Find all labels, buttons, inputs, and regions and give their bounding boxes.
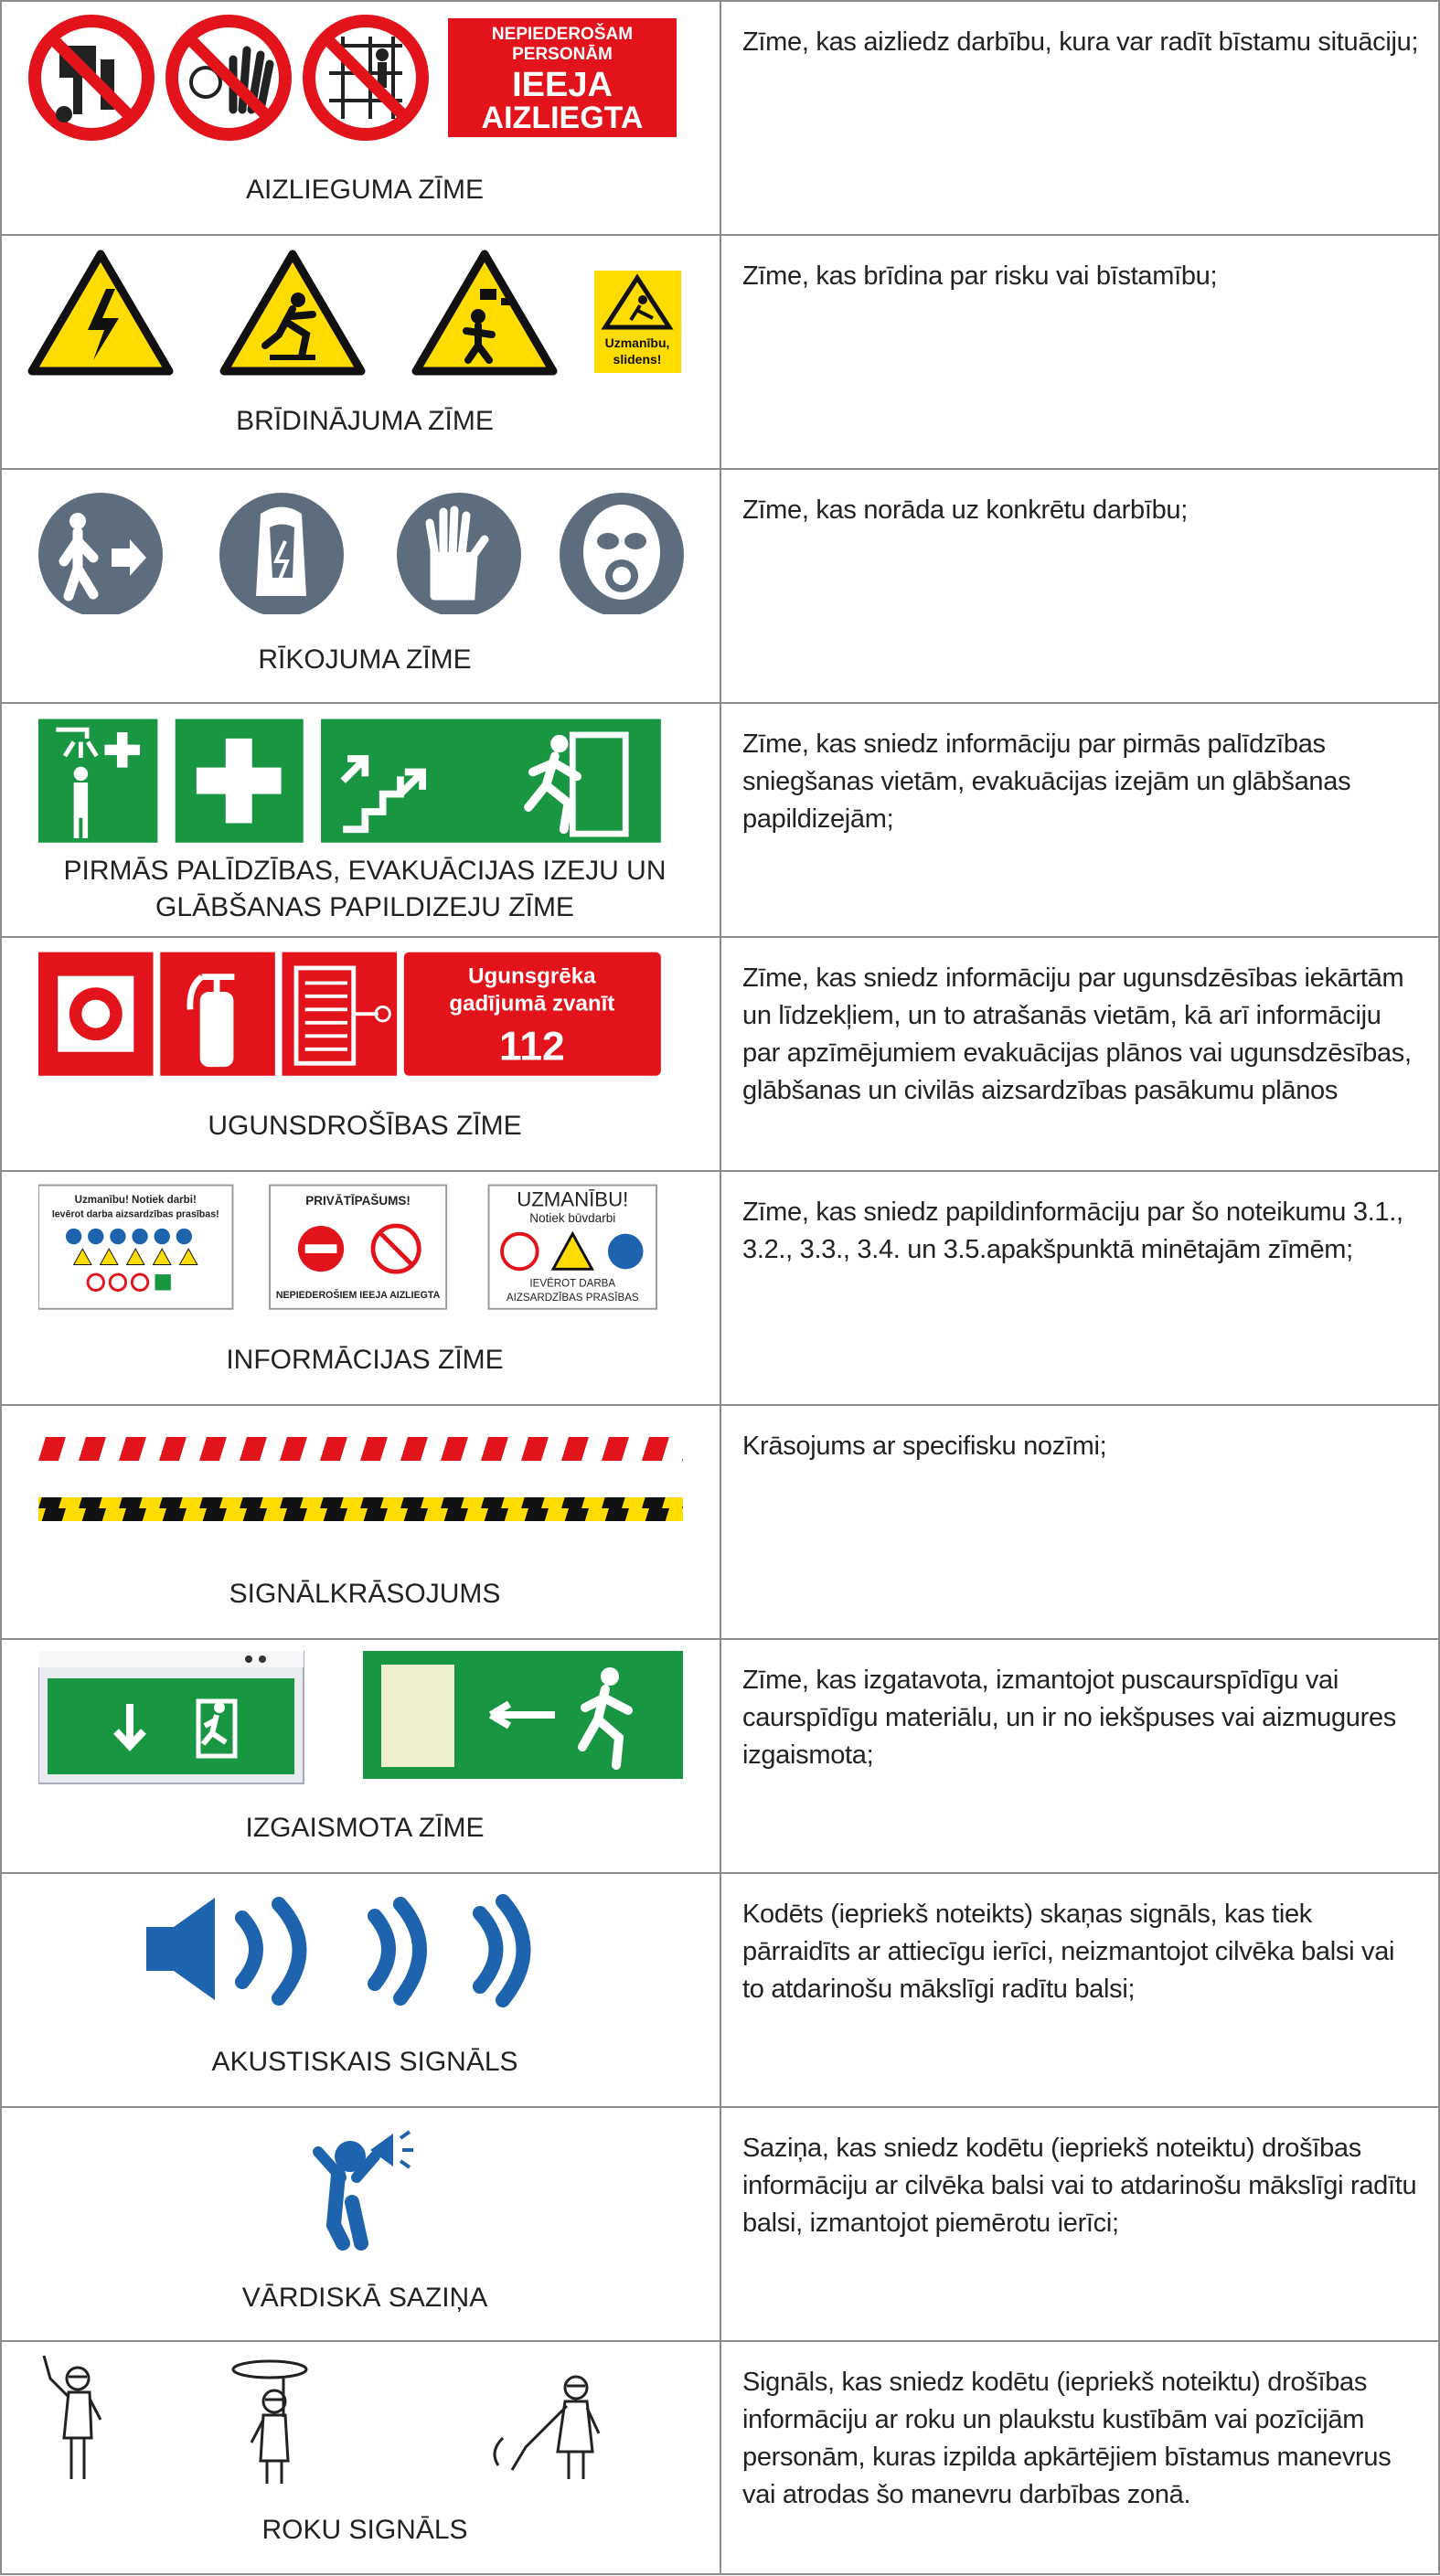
row-caption: AKUSTISKAIS SIGNĀLS <box>211 2047 518 2077</box>
sign-line: gadījumā zvanīt <box>449 991 615 1017</box>
row-description: Zīme, kas sniedz papildinformāciju par šo noteikumu 3.1., 3.2., 3.3., 3.4. un 3.5.apakšpunktā minētajām zīmēm; <box>742 1198 1403 1264</box>
row-caption: SIGNĀLKRĀSOJUMS <box>229 1579 501 1609</box>
mandatory-signs <box>27 477 695 614</box>
signal-stripes <box>38 1437 683 1538</box>
sign-line: Uzmanību! Notiek darbi! <box>74 1194 197 1206</box>
protective-clothing-icon <box>219 493 344 614</box>
trip-hazard-icon <box>224 254 361 371</box>
fire-safety-signs <box>38 950 683 1087</box>
warning-signs <box>27 243 695 380</box>
evacuation-exit-icon <box>321 719 661 843</box>
row-first-aid <box>0 702 1440 936</box>
sign-line: 112 <box>499 1024 565 1070</box>
fire-extinguisher-icon <box>160 953 275 1076</box>
row-mandatory <box>0 468 1440 702</box>
sign-line: PERSONĀM <box>512 45 613 64</box>
row-caption: IZGAISMOTA ZĪME <box>245 1813 485 1843</box>
sign-line: Uzmanību, <box>604 335 670 350</box>
no-touch-icon <box>172 21 285 134</box>
speaker-icon <box>146 1898 524 2000</box>
pedestrian-route-icon <box>38 493 163 614</box>
emergency-shower-icon <box>38 719 157 843</box>
fire-alarm-icon <box>38 953 154 1076</box>
row-caption: VĀRDISKĀ SAZIŅA <box>241 2283 488 2313</box>
respirator-icon <box>560 493 684 614</box>
sign-line: PRIVĀTĪPAŠUMS! <box>305 1193 411 1208</box>
row-caption: ROKU SIGNĀLS <box>261 2515 468 2545</box>
illuminated-signs <box>38 1651 683 1788</box>
row-fire-safety <box>0 936 1440 1170</box>
row-description: Kodēts (iepriekš noteikts) skaņas signāls, kas tiek pārraidīts ar attiecīgu ierīci, neizmantojot cilvēka balsi vai to atdarinošu mākslīgi radītu balsi; <box>742 1900 1395 2004</box>
protective-gloves-icon <box>397 493 521 614</box>
raised-hand-signal-icon <box>44 2356 101 2479</box>
row-description: Zīme, kas brīdina par risku vai bīstamību; <box>742 261 1218 291</box>
row-signal-colouring <box>0 1404 1440 1638</box>
verbal-communication-graphic <box>27 2115 695 2252</box>
electric-hazard-icon <box>32 254 169 371</box>
row-caption: UGUNSDROŠĪBAS ZĪME <box>208 1111 522 1141</box>
information-signs <box>38 1183 683 1320</box>
row-caption: AIZLIEGUMA ZĪME <box>245 175 485 205</box>
row-description: Signāls, kas sniedz kodētu (iepriekš noteiktu) drošības informāciju ar roku un plaukstu kustībām vai pozīcijām personām, kuras izpilda apkārtējiem bīstamus manevrus vai atrodas šo manevru darbības zonā. <box>742 2368 1392 2509</box>
row-verbal <box>0 2106 1440 2340</box>
acoustic-signal-graphic <box>27 1881 672 2018</box>
row-description: Zīme, kas sniedz informāciju par pirmās palīdzības sniegšanas vietām, evakuācijas izejām un glābšanas papildizejām; <box>742 729 1351 834</box>
red-white-stripe <box>38 1437 683 1461</box>
megaphone-person-icon <box>318 2132 413 2243</box>
exit-arrow-sign <box>363 1651 683 1779</box>
sign-line: UZMANĪBU! <box>517 1187 629 1211</box>
row-caption: PIRMĀS PALĪDZĪBAS, EVAKUĀCIJAS IZEJU UN GLĀBŠANAS PAPILDIZEJU ZĪME <box>63 856 667 922</box>
row-description: Saziņa, kas sniedz kodētu (iepriekš noteiktu) drošības informāciju ar cilvēka balsi vai to atdarinošu mākslīgi radītu balsi, izmantojot piemērotu ierīci; <box>742 2134 1417 2238</box>
private-property-sign <box>270 1186 446 1309</box>
lowered-arm-signal-icon <box>495 2377 599 2479</box>
sign-line: Notiek būvdarbi <box>529 1211 616 1226</box>
row-description: Zīme, kas izgatavota, izmantojot puscaurspīdīgu vai caurspīdīgu materiālu, un ir no iekšpuses vai aizmugures izgaismota; <box>742 1666 1397 1770</box>
table-bottom-border <box>0 2573 1440 2575</box>
no-entry-sign <box>448 18 677 137</box>
circle-hand-signal-icon <box>233 2361 306 2484</box>
construction-notice-sign <box>489 1186 656 1309</box>
sign-line: NEPIEDEROŠAM <box>491 25 634 44</box>
no-scaffold-icon <box>309 21 422 134</box>
hand-signals-graphic <box>27 2351 695 2488</box>
row-warning <box>0 234 1440 468</box>
work-notice-sign <box>38 1186 232 1309</box>
row-acoustic <box>0 1872 1440 2106</box>
no-forklift-icon <box>35 21 148 134</box>
row-hand-signals <box>0 2340 1440 2574</box>
fire-hose-icon <box>283 953 398 1076</box>
sign-line: Ugunsgrēka <box>468 963 596 989</box>
first-aid-cross-icon <box>176 719 304 843</box>
row-prohibition <box>0 0 1440 234</box>
exit-light-box-icon <box>38 1651 304 1783</box>
falling-objects-icon <box>416 254 553 371</box>
sign-line: Ievērot darba aizsardzības prasības! <box>51 1208 219 1220</box>
row-description: Krāsojums ar specifisku nozīmi; <box>742 1432 1107 1461</box>
row-caption: INFORMĀCIJAS ZĪME <box>226 1345 504 1375</box>
slippery-floor-sign <box>594 271 681 373</box>
prohibition-signs <box>27 9 695 146</box>
row-information <box>0 1170 1440 1404</box>
sign-line: slidens! <box>613 352 662 367</box>
row-caption: BRĪDINĀJUMA ZĪME <box>236 406 494 436</box>
sign-line: AIZLIEGTA <box>481 101 644 135</box>
row-illuminated <box>0 1638 1440 1872</box>
row-caption: RĪKOJUMA ZĪME <box>258 644 472 675</box>
sign-line: AIZSARDZĪBAS PRASĪBAS <box>506 1293 639 1304</box>
first-aid-signs <box>38 717 683 854</box>
sign-line: NEPIEDEROŠIEM IEEJA AIZLIEGTA <box>275 1290 441 1302</box>
emergency-number-sign <box>404 953 661 1076</box>
yellow-black-stripe <box>38 1497 683 1521</box>
sign-line: IEEJA <box>512 66 613 104</box>
row-description: Zīme, kas sniedz informāciju par ugunsdzēsības iekārtām un līdzekļiem, un to atrašanās vietām, kā arī informāciju par apzīmējumiem evakuācijas plānos vai ugunsdzēsības, glābšanas un civilās aizsardzības pasākumu plānos <box>742 963 1412 1105</box>
row-description: Zīme, kas norāda uz konkrētu darbību; <box>742 495 1188 525</box>
sign-line: IEVĒROT DARBA <box>529 1278 616 1290</box>
row-description: Zīme, kas aizliedz darbību, kura var radīt bīstamu situāciju; <box>742 27 1419 57</box>
